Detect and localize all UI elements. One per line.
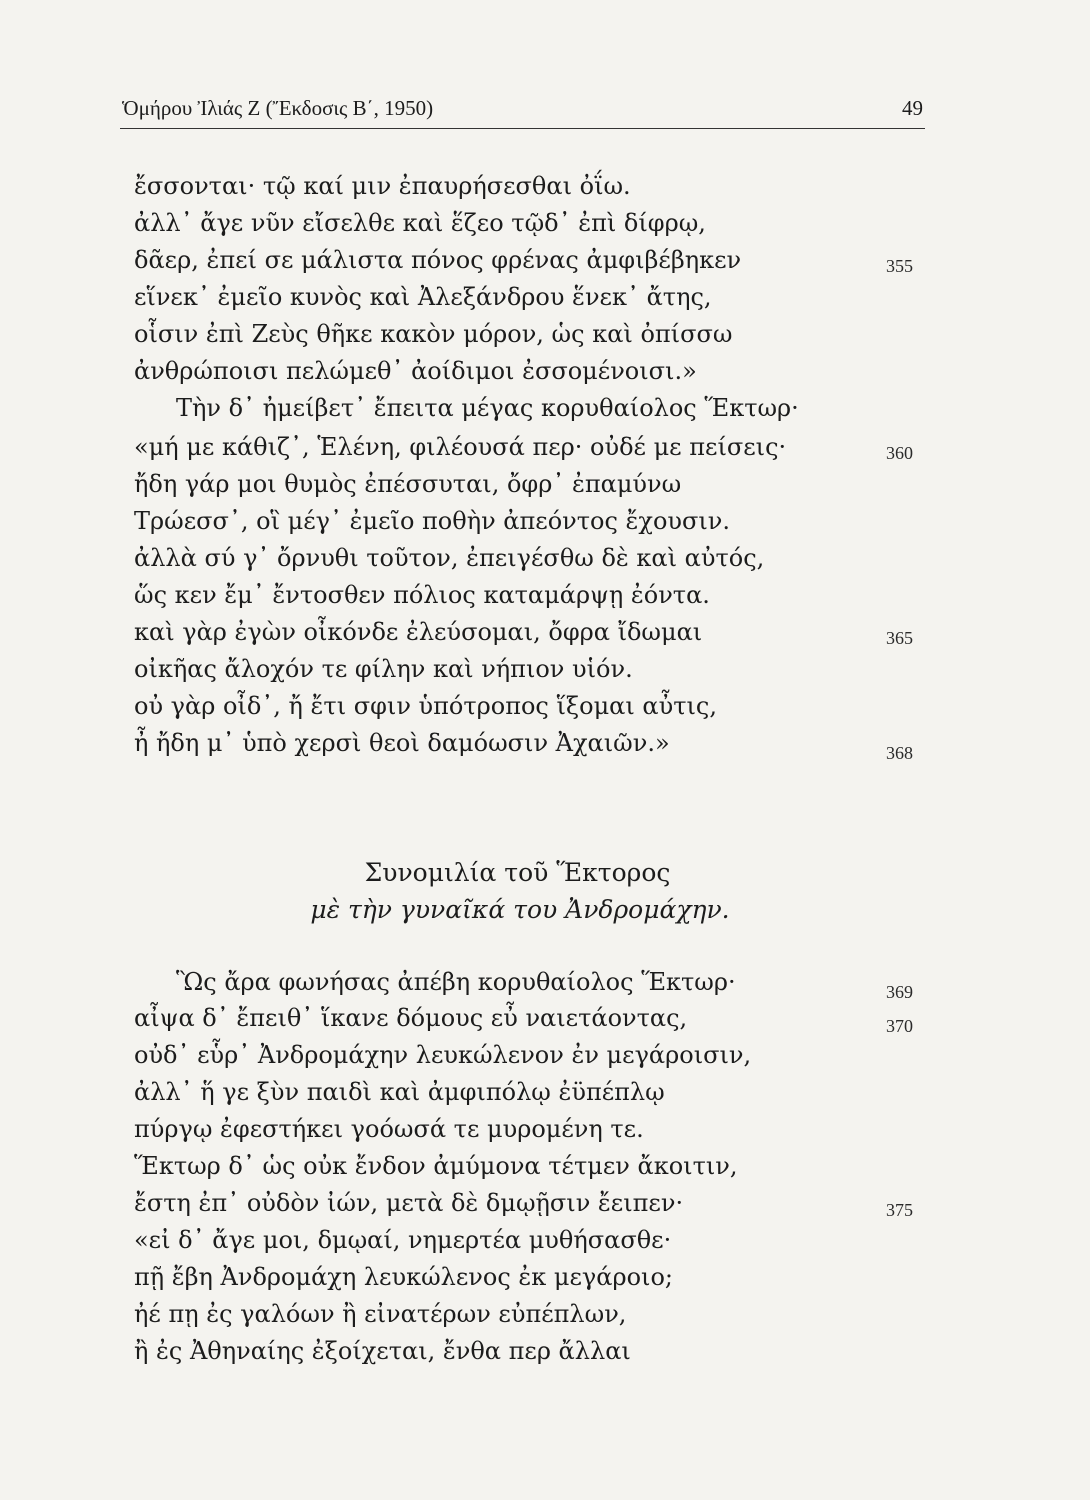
verse-line: «εἰ δ᾽ ἄγε μοι, δμῳαί, νημερτέα μυθήσασθε· <box>134 1226 672 1254</box>
verse-line: ἠέ πῃ ἐς γαλόων ἢ εἰνατέρων εὐπέπλων, <box>134 1300 627 1328</box>
verse-line: ἀλλ᾽ ἥ γε ξὺν παιδὶ καὶ ἀμφιπόλῳ ἐϋπέπλῳ <box>134 1078 665 1106</box>
verse-line: ἔστη ἐπ᾽ οὐδὸν ἰών, μετὰ δὲ δμῳῇσιν ἔειπεν· <box>134 1189 684 1217</box>
section-heading-line-1: Συνομιλία τοῦ Ἕκτορος <box>364 858 671 887</box>
verse-line: ἀλλὰ σύ γ᾽ ὄρνυθι τοῦτον, ἐπειγέσθω δὲ καὶ αὐτός, <box>134 544 765 572</box>
verse-line: Ἕκτωρ δ᾽ ὡς οὐκ ἔνδον ἀμύμονα τέτμεν ἄκοιτιν, <box>134 1152 738 1180</box>
verse-line: ἔσσονται· τῷ καί μιν ἐπαυρήσεσθαι ὀΐω. <box>134 172 631 200</box>
verse-line: ἤδη γάρ μοι θυμὸς ἐπέσσυται, ὄφρ᾽ ἐπαμύνω <box>134 470 682 498</box>
verse-line: ὥς κεν ἔμ᾽ ἔντοσθεν πόλιος καταμάρψῃ ἐόντα. <box>134 581 710 609</box>
verse-line: πῇ ἔβη Ἀνδρομάχη λευκώλενος ἐκ μεγάροιο; <box>134 1263 673 1291</box>
verse-line: οἰκῆας ἄλοχόν τε φίλην καὶ νήπιον υἱόν. <box>134 655 633 683</box>
verse-line: εἵνεκ᾽ ἐμεῖο κυνὸς καὶ Ἀλεξάνδρου ἕνεκ᾽ ἄτης, <box>134 283 712 311</box>
line-number: 369 <box>886 982 913 1002</box>
line-number: 365 <box>886 628 913 648</box>
running-title: Ὁμήρου Ἰλιάς Ζ (Ἔκδοσις Β΄, 1950) <box>122 96 434 120</box>
section-heading <box>0 856 1090 890</box>
line-number: 368 <box>886 743 913 763</box>
page-number: 49 <box>902 96 923 120</box>
verse-line: Τρώεσσ᾽, οἳ μέγ᾽ ἐμεῖο ποθὴν ἀπεόντος ἔχουσιν. <box>134 507 731 535</box>
verse-line: ἀνθρώποισι πελώμεθ᾽ ἀοίδιμοι ἐσσομένοισι.» <box>134 357 697 385</box>
verse-line: Τὴν δ᾽ ἠμείβετ᾽ ἔπειτα μέγας κορυθαίολος Ἕκτωρ· <box>176 394 799 422</box>
line-number: 360 <box>886 443 913 463</box>
verse-line: ἀλλ᾽ ἄγε νῦν εἴσελθε καὶ ἕζεο τῷδ᾽ ἐπὶ δίφρῳ, <box>134 209 706 237</box>
verse-line: πύργῳ ἐφεστήκει γοόωσά τε μυρομένη τε. <box>134 1115 644 1143</box>
verse-line: καὶ γὰρ ἐγὼν οἶκόνδε ἐλεύσομαι, ὄφρα ἴδωμαι <box>134 618 703 646</box>
verse-line: οὐ γὰρ οἶδ᾽, ἤ ἔτι σφιν ὑπότροπος ἵξομαι αὖτις, <box>134 692 717 720</box>
verse-line: δᾶερ, ἐπεί σε μάλιστα πόνος φρένας ἀμφιβέβηκεν <box>134 246 742 274</box>
verse-line: ἦ ἤδη μ᾽ ὑπὸ χερσὶ θεοὶ δαμόωσιν Ἀχαιῶν.» <box>134 729 670 757</box>
line-number: 375 <box>886 1200 913 1220</box>
line-number: 370 <box>886 1016 913 1036</box>
section-heading-line-2: μὲ τὴν γυναῖκά του Ἀνδρομάχην. <box>310 895 730 924</box>
line-number: 355 <box>886 256 913 276</box>
section-subheading <box>0 893 1090 927</box>
verse-line: οἷσιν ἐπὶ Ζεὺς θῆκε κακὸν μόρον, ὡς καὶ ὀπίσσω <box>134 320 733 348</box>
verse-line: αἶψα δ᾽ ἔπειθ᾽ ἵκανε δόμους εὖ ναιετάοντας, <box>134 1004 688 1032</box>
verse-line: «μή με κάθιζ᾽, Ἑλένη, φιλέουσά περ· οὐδέ με πείσεις· <box>134 433 787 461</box>
verse-line: οὐδ᾽ εὗρ᾽ Ἀνδρομάχην λευκώλενον ἐν μεγάροισιν, <box>134 1041 752 1069</box>
verse-line: Ὣς ἄρα φωνήσας ἀπέβη κορυθαίολος Ἕκτωρ· <box>176 968 736 996</box>
verse-line: ἢ ἐς Ἀθηναίης ἐξοίχεται, ἔνθα περ ἄλλαι <box>134 1337 631 1365</box>
